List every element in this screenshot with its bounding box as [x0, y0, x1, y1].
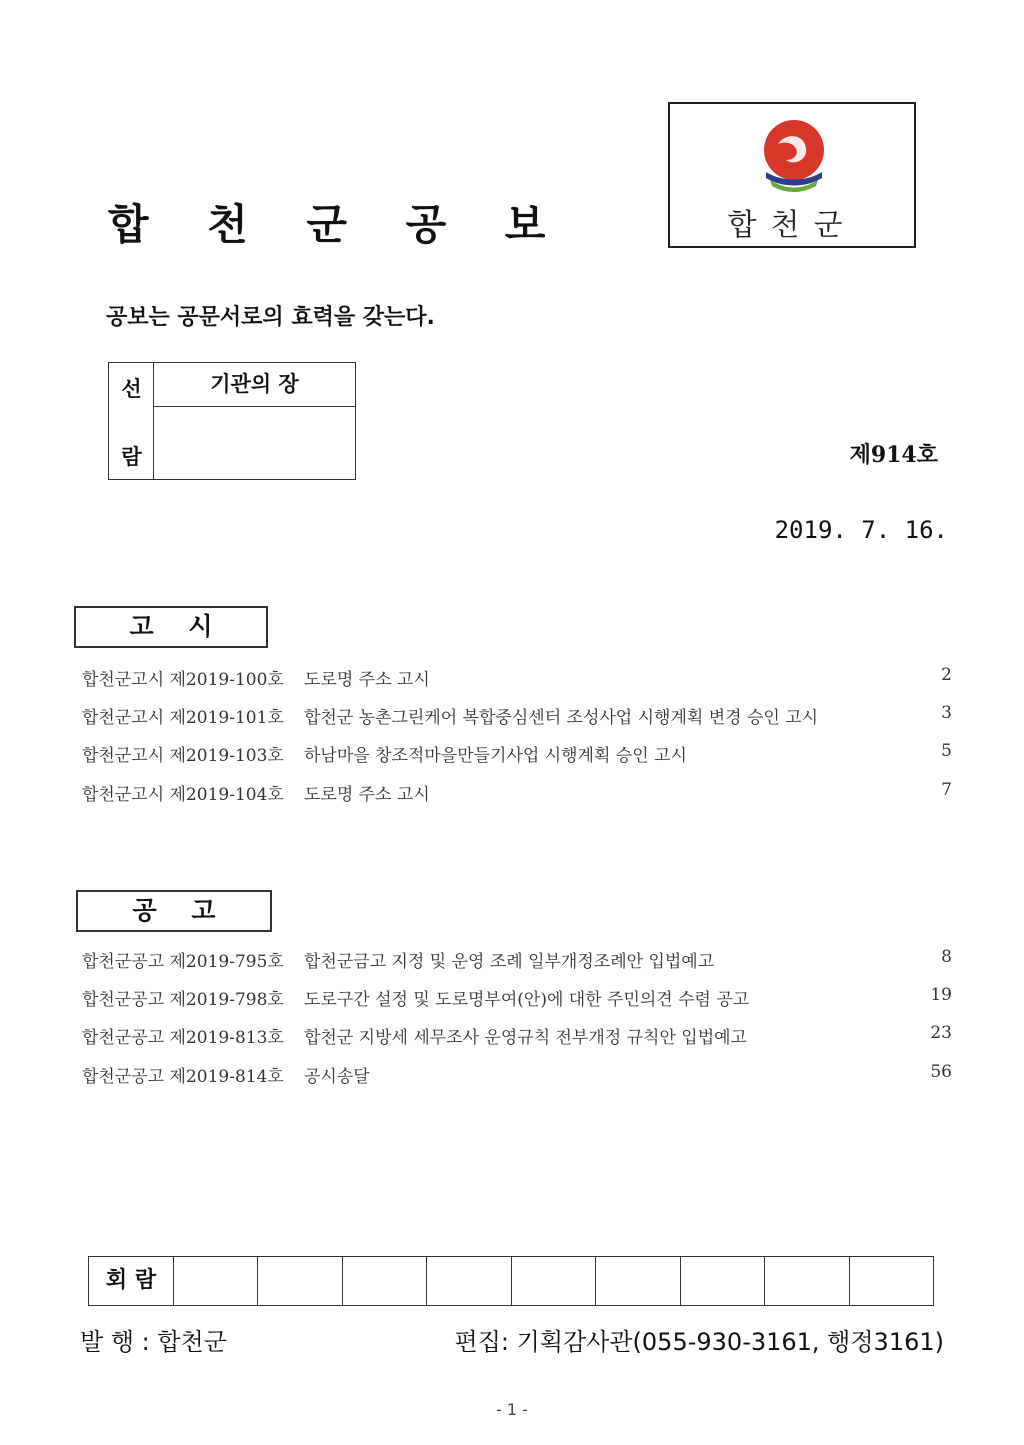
- circulation-cell: [596, 1257, 680, 1305]
- list-item[interactable]: [82, 780, 952, 810]
- entry-title: 도로구간 설정 및 도로명부여(안)에 대한 주민의견 수렴 공고: [304, 990, 750, 1010]
- entry-page: 19: [930, 985, 952, 1005]
- entry-page: 56: [930, 1062, 952, 1082]
- list-item[interactable]: [82, 665, 952, 695]
- seonram-header: 기관의 장: [154, 363, 355, 407]
- seonram-label-bottom: 람: [121, 445, 142, 469]
- circulation-cell: [258, 1257, 342, 1305]
- entry-number: 합천군고시 제2019-104호: [82, 785, 284, 805]
- county-emblem-icon: [756, 116, 832, 200]
- entry-title: 공시송달: [304, 1067, 370, 1087]
- entry-number: 합천군고시 제2019-100호: [82, 670, 284, 690]
- list-item[interactable]: [82, 703, 952, 733]
- entry-page: 23: [930, 1023, 952, 1043]
- county-logo-box: [668, 102, 916, 248]
- section-heading-announcements: 공 고: [76, 890, 272, 932]
- circulation-cell: [681, 1257, 765, 1305]
- circulation-cell: [427, 1257, 511, 1305]
- entry-number: 합천군고시 제2019-101호: [82, 708, 284, 728]
- entry-title: 도로명 주소 고시: [304, 785, 430, 805]
- seonram-label-cell: [109, 363, 154, 479]
- entry-number: 합천군공고 제2019-814호: [82, 1067, 284, 1087]
- entry-page: 5: [941, 741, 952, 761]
- bulletin-subtitle: 공보는 공문서로의 효력을 갖는다.: [106, 305, 435, 330]
- issue-date: 2019. 7. 16.: [774, 516, 948, 544]
- entry-number: 합천군공고 제2019-813호: [82, 1028, 284, 1048]
- list-item[interactable]: [82, 985, 952, 1015]
- entry-number: 합천군공고 제2019-798호: [82, 990, 284, 1010]
- entry-page: 2: [941, 665, 952, 685]
- logo-county-name: 합천군: [727, 208, 857, 243]
- entry-page: 8: [941, 947, 952, 967]
- publisher: 발 행 : 합천군: [80, 1328, 227, 1356]
- entry-number: 합천군공고 제2019-795호: [82, 952, 284, 972]
- circulation-cell: [850, 1257, 933, 1305]
- list-item[interactable]: [82, 947, 952, 977]
- list-item[interactable]: [82, 741, 952, 771]
- list-item[interactable]: [82, 1062, 952, 1092]
- entry-number: 합천군고시 제2019-103호: [82, 746, 284, 766]
- circulation-cell: [512, 1257, 596, 1305]
- entry-page: 7: [941, 780, 952, 800]
- bulletin-title: 합 천 군 공 보: [108, 200, 568, 249]
- page-number: - 1 -: [496, 1400, 528, 1419]
- seonram-label-top: 선: [121, 377, 142, 401]
- list-item[interactable]: [82, 1023, 952, 1053]
- circulation-table: [88, 1256, 934, 1306]
- circulation-label: 회 람: [89, 1257, 174, 1305]
- entry-title: 하남마을 창조적마을만들기사업 시행계획 승인 고시: [304, 746, 687, 766]
- entry-title: 합천군 지방세 세무조사 운영규칙 전부개정 규칙안 입법예고: [304, 1028, 747, 1048]
- editor-contact: 편집: 기획감사관(055-930-3161, 행정3161): [454, 1328, 944, 1356]
- entry-title: 도로명 주소 고시: [304, 670, 430, 690]
- issue-number: 제914호: [849, 442, 938, 468]
- entry-title: 합천군 농촌그린케어 복합중심센터 조성사업 시행계획 변경 승인 고시: [304, 708, 819, 728]
- circulation-cell: [174, 1257, 258, 1305]
- circulation-cell: [343, 1257, 427, 1305]
- section-heading-notices: 고 시: [74, 606, 268, 648]
- seonram-table: [108, 362, 356, 480]
- circulation-cell: [765, 1257, 849, 1305]
- entry-title: 합천군금고 지정 및 운영 조례 일부개정조례안 입법예고: [304, 952, 715, 972]
- entry-page: 3: [941, 703, 952, 723]
